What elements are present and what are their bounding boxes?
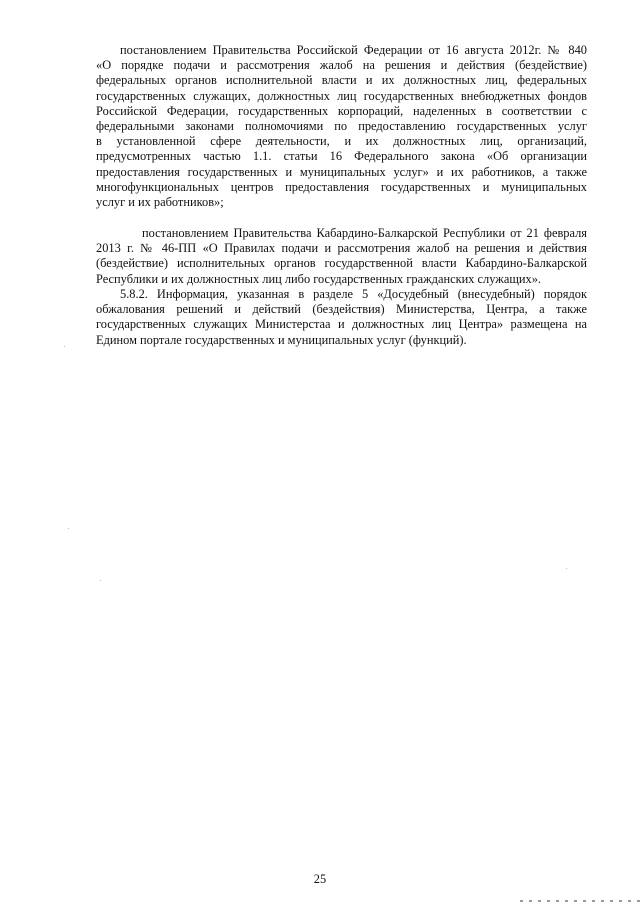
- text-line: 2013 г. № 46-ПП «О Правилах подачи и рассмотрения жалоб на решения и действия: [96, 241, 587, 256]
- text-line: постановлением Правительства Российской Федерации от 16 августа 2012г. № 840: [120, 43, 587, 57]
- text-line: (бездействие) исполнительных органов государственной власти Кабардино-Балкарской: [96, 256, 587, 271]
- paragraph-resolution-840: [96, 43, 587, 210]
- text-line: федеральных органов исполнительной власти и их должностных лиц, федеральных: [96, 73, 587, 88]
- text-line: постановлением Правительства Кабардино-Балкарской Республики от 21 февраля: [142, 226, 587, 240]
- text-line: «О порядке подачи и рассмотрения жалоб на решения и действия (бездействие): [96, 58, 587, 73]
- scan-speck: [64, 346, 65, 347]
- text-line: предоставления государственных и муниципальных услуг» и их работников, а также: [96, 164, 587, 179]
- text-line: услуг и их работников»;: [96, 195, 224, 210]
- text-line: Едином портале государственных и муниципальных услуг (функций).: [96, 332, 467, 347]
- text-line: государственных служащих Министерстаа и должностных лиц Центра» размещена на: [96, 317, 587, 332]
- text-line: в установленной сфере деятельности, и их должностных лиц, организаций,: [96, 134, 587, 149]
- text-line: многофункциональных центров предоставления государственных и муниципальных: [96, 179, 587, 194]
- scan-speck: [100, 580, 101, 581]
- text-line: предусмотренных частью 1.1. статьи 16 Федерального закона «Об организации: [96, 149, 587, 164]
- text-line: Российской Федерации, государственных корпораций, наделенных в соответствии с: [96, 103, 587, 118]
- page-number: 25: [313, 872, 327, 886]
- scan-edge-artifact: [520, 900, 640, 902]
- text-line: федеральными законами полномочиями по предоставлению государственных услуг: [96, 119, 587, 134]
- text-line: 5.8.2. Информация, указанная в разделе 5 «Досудебный (внесудебный) порядок: [120, 287, 587, 301]
- scan-speck: [68, 528, 69, 529]
- text-line: обжалования решений и действий (бездействия) Министерства, Центра, а также: [96, 302, 587, 317]
- paragraph-5-8-2: [96, 287, 587, 348]
- scan-speck: [566, 568, 567, 569]
- text-line: государственных служащих, должностных лиц государственных внебюджетных фондов: [96, 88, 587, 103]
- text-line: Республики и их должностных лиц либо государственных гражданских служащих».: [96, 271, 541, 286]
- paragraph-resolution-46-pp: [96, 226, 587, 287]
